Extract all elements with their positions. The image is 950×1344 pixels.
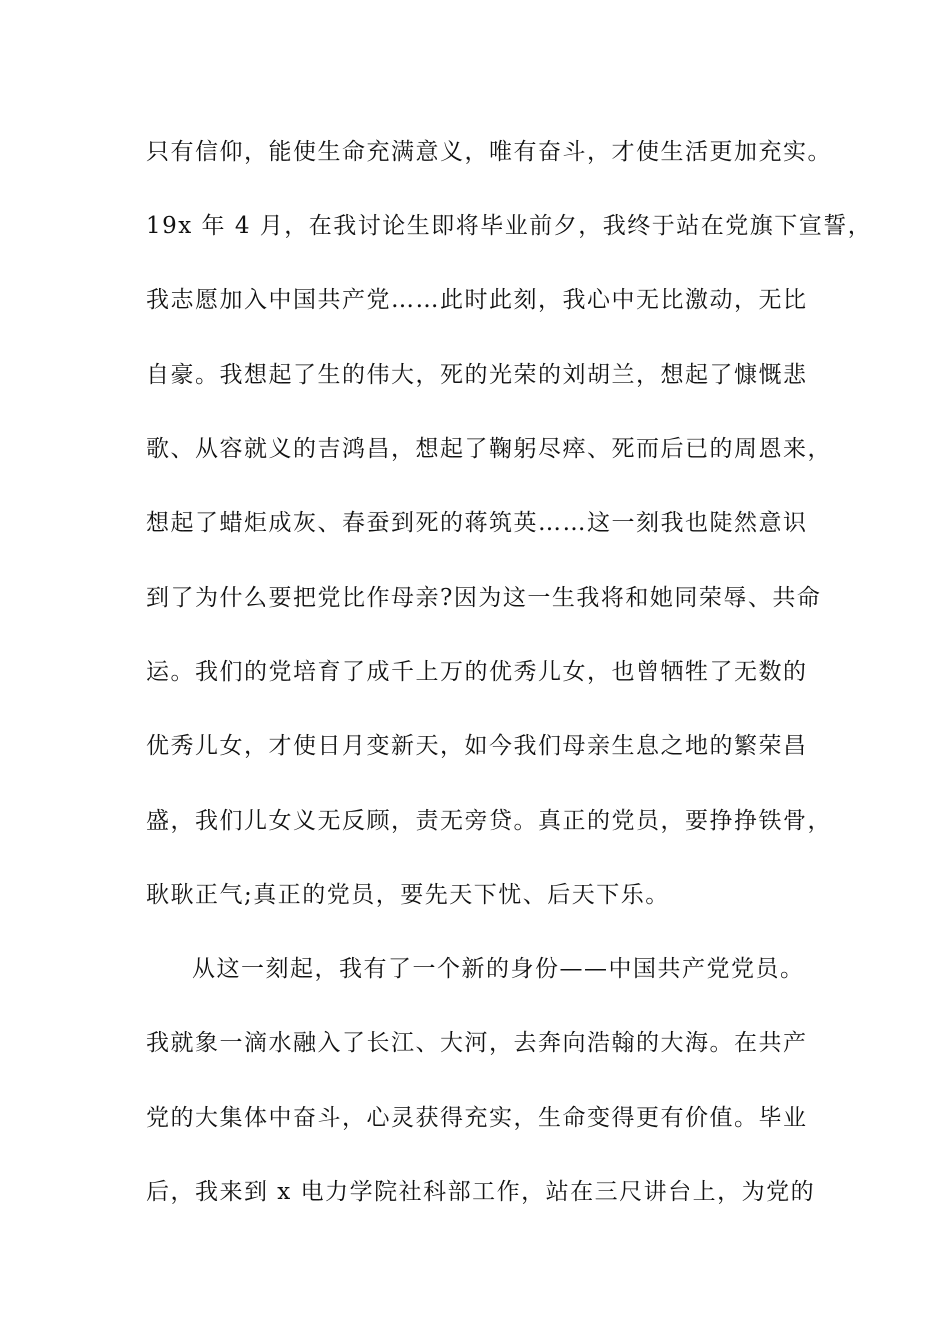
text-line-5: 歌、从容就义的吉鸿昌，想起了鞠躬尽瘁、死而后已的周恩来， — [146, 436, 832, 462]
text-line-11: 耿耿正气;真正的党员，要先天下忧、后天下乐。 — [146, 882, 670, 908]
text-line-7: 到了为什么要把党比作母亲?因为这一生我将和她同荣辱、共命 — [146, 585, 822, 611]
text-line-15: 后，我来到 x 电力学院社科部工作，站在三尺讲台上，为党的 — [146, 1179, 816, 1205]
text-line-1: 只有信仰，能使生命充满意义，唯有奋斗，才使生活更加充实。 — [146, 139, 832, 165]
text-line-6: 想起了蜡炬成灰、春蚕到死的蒋筑英……这一刻我也陡然意识 — [146, 510, 808, 536]
paragraph-start-line: 从这一刻起，我有了一个新的身份——中国共产党党员。 — [192, 956, 805, 982]
text-line-4: 自豪。我想起了生的伟大，死的光荣的刘胡兰，想起了慷慨悲 — [146, 362, 808, 388]
text-line-3: 我志愿加入中国共产党……此时此刻，我心中无比激动，无比 — [146, 287, 808, 313]
text-line-8: 运。我们的党培育了成千上万的优秀儿女，也曾牺牲了无数的 — [146, 659, 808, 685]
text-line-2: 19x 年 4 月，在我讨论生即将毕业前夕，我终于站在党旗下宣誓， — [146, 213, 873, 239]
text-line-10: 盛，我们儿女义无反顾，责无旁贷。真正的党员，要挣挣铁骨， — [146, 808, 832, 834]
text-line-9: 优秀儿女，才使日月变新天，如今我们母亲生息之地的繁荣昌 — [146, 733, 808, 759]
text-line-13: 我就象一滴水融入了长江、大河，去奔向浩翰的大海。在共产 — [146, 1030, 808, 1056]
text-line-14: 党的大集体中奋斗，心灵获得充实，生命变得更有价值。毕业 — [146, 1105, 808, 1131]
